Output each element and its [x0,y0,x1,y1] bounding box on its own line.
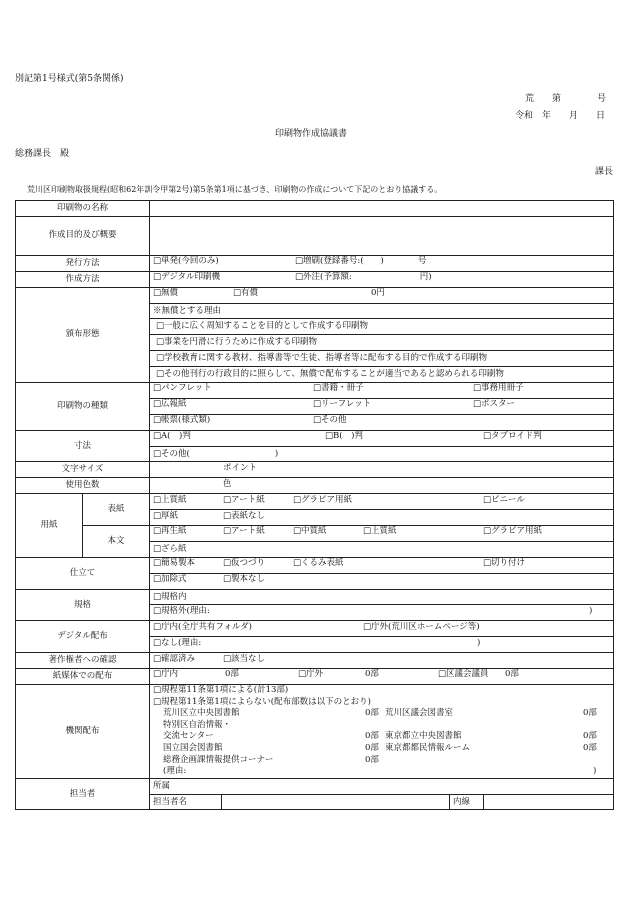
digital-label: デジタル配布 [16,621,150,653]
body-checkbox[interactable]: □ざら紙 [150,541,614,557]
sender: 課長 [595,167,614,177]
copyright-label: 著作権者への確認 [16,653,150,669]
digital-external-checkbox[interactable]: □庁外(荒川区ホームページ等) [363,621,480,632]
org-item-count[interactable]: 0部 [365,708,379,719]
issue-label: 発行方法 [16,255,150,271]
staff-label: 担当者 [16,778,150,810]
row-staff-dept [16,778,614,794]
purpose-label: 作成目的及び概要 [16,216,150,255]
dist-reason-checkbox[interactable]: □一般に広く周知することを目的として作成する印刷物 [150,319,614,335]
body-label: 本文 [83,526,150,558]
paper-dist-council-checkbox[interactable]: □区議会議員 [438,669,489,680]
issue-reprint-checkbox[interactable]: □増刷(登録番号:( ) 号 [295,256,427,267]
org-item-label: 国立国会図書館 [163,742,223,753]
row-paper-cover [16,494,614,510]
cover-checkbox[interactable]: □アート紙 [223,494,265,505]
dist-paid-checkbox[interactable]: □有償 [233,288,259,299]
type-checkbox[interactable]: □書籍・冊子 [313,383,364,394]
dist-price: 0円 [371,288,385,299]
purpose-input[interactable] [150,216,614,255]
row-spec [16,589,614,605]
org-item-count[interactable]: 0部 [365,731,379,742]
org-item-count[interactable]: 0部 [365,742,379,753]
digital-close: ) [477,637,481,648]
size-b-checkbox[interactable]: □B( )判 [325,431,363,442]
org-reason[interactable]: (理由: [163,766,187,777]
intro-text: 荒川区印刷物取扱規程(昭和62年訓令甲第2号)第5条第1項に基づき、印刷物の作成について下記のとおり協議する。 [27,185,443,194]
type-checkbox[interactable]: □その他 [313,415,347,426]
size-other-checkbox[interactable]: □その他( ) [150,446,614,462]
binding-checkbox[interactable]: □加除式 [153,574,187,585]
binding-checkbox[interactable]: □切り付け [483,558,526,569]
body-checkbox[interactable]: □中質紙 [293,526,327,537]
document-title: 印刷物作成協議書 [275,129,348,139]
body-checkbox[interactable]: □アート紙 [223,526,265,537]
dist-reason-checkbox[interactable]: □事業を円滑に行うために作成する印刷物 [150,335,614,351]
cover-checkbox[interactable]: □ビニール [483,494,525,505]
staff-dept-label[interactable]: 所属 [150,778,614,794]
colors-unit: 色 [223,478,232,489]
row-copyright [16,653,614,669]
size-a-checkbox[interactable]: □A( )判 [153,431,191,442]
row-digital [16,621,614,637]
org-rule-checkbox[interactable]: □規程第11条第1項による(計13部) [153,684,289,695]
paper-dist-external-count: 0部 [365,669,379,680]
org-dist-label: 機関配布 [16,684,150,778]
org-item-label: 東京都立中央図書館 [385,731,462,742]
row-colors [16,478,614,494]
row-paper-dist [16,669,614,685]
staff-name-input[interactable] [222,794,450,810]
font-size-label: 文字サイズ [16,462,150,478]
org-item-label: 荒川区議会図書室 [385,708,454,719]
row-dist [16,287,614,303]
cover-label: 表紙 [83,494,150,526]
cover-checkbox[interactable]: □グラビア用紙 [293,494,353,505]
row-name [16,201,614,217]
body-checkbox[interactable]: □再生紙 [153,526,187,537]
form-number: 別記第1号様式(第5条関係) [15,74,124,84]
size-tabloid-checkbox[interactable]: □タブロイド判 [483,431,542,442]
binding-checkbox[interactable]: □製本なし [223,574,266,585]
copyright-checkbox[interactable]: □確認済み [153,653,196,664]
type-checkbox[interactable]: □帳票(様式類) [153,415,211,426]
agreement-form [15,200,614,810]
type-checkbox[interactable]: □パンフレット [153,383,212,394]
staff-name-label: 担当者名 [150,794,222,810]
org-item-label: 特別区自治情報・ [163,719,232,730]
binding-checkbox[interactable]: □くるみ表紙 [293,558,344,569]
reference-number: 荒 第 号 [525,94,607,104]
colors-label: 使用色数 [16,478,150,494]
org-item-label: 総務企画課情報提供コーナー [163,754,274,765]
digital-internal-checkbox[interactable]: □庁内(全庁共有フォルダ) [153,621,252,632]
size-label: 寸法 [16,430,150,462]
spec-out-checkbox[interactable]: □規格外(理由: [153,605,210,616]
cover-checkbox[interactable]: □厚紙 [153,510,179,521]
spec-in-checkbox[interactable]: □規格内 [150,589,614,605]
org-item-count[interactable]: 0部 [365,754,379,765]
issue-single-checkbox[interactable]: □単発(今回のみ) [153,256,219,267]
paper-label: 用紙 [16,494,83,558]
row-binding [16,557,614,573]
spec-close: ) [589,605,593,616]
staff-ext-input[interactable] [484,794,614,810]
org-item-count[interactable]: 0部 [583,731,597,742]
row-type [16,383,614,399]
addressee: 総務課長 殿 [15,149,70,159]
date-line: 令和 年 月 日 [515,111,606,121]
row-paper-body [16,526,614,542]
type-label: 印刷物の種類 [16,383,150,431]
paper-dist-council-count: 0部 [505,669,519,680]
create-label: 作成方法 [16,271,150,287]
row-size [16,430,614,446]
dist-reason-checkbox[interactable]: □その他刊行の行政目的に照らして、無償で配布することが適当であると認められる印刷物 [150,367,614,383]
org-item-label: 東京都都民情報ルーム [385,742,471,753]
spec-label: 規格 [16,589,150,621]
cover-checkbox[interactable]: □表紙なし [223,510,266,521]
digital-none-checkbox[interactable]: □なし(理由: [153,637,202,648]
type-checkbox[interactable]: □事務用冊子 [473,383,524,394]
cover-checkbox[interactable]: □上質紙 [153,494,187,505]
type-checkbox[interactable]: □広報紙 [153,399,187,410]
paper-dist-internal-checkbox[interactable]: □庁内 [153,669,179,680]
org-item-label: 交流センター [163,731,214,742]
body-checkbox[interactable]: □上質紙 [363,526,397,537]
row-org-dist [16,684,614,778]
dist-label: 頒布形態 [16,287,150,382]
org-item-count[interactable]: 0部 [583,742,597,753]
row-purpose [16,216,614,255]
font-size-unit: ポイント [223,462,258,473]
org-reason-close: ) [593,766,597,777]
org-not-rule-checkbox[interactable]: □規程第11条第1項によらない(配布部数は以下のとおり) [153,696,371,707]
copyright-checkbox[interactable]: □該当なし [223,653,266,664]
binding-label: 仕立て [16,557,150,589]
name-label: 印刷物の名称 [16,201,150,217]
type-checkbox[interactable]: □ポスター [473,399,516,410]
binding-checkbox[interactable]: □仮つづり [223,558,266,569]
type-checkbox[interactable]: □リーフレット [313,399,372,410]
staff-ext-label: 内線 [450,794,484,810]
create-digital-checkbox[interactable]: □デジタル印刷機 [153,272,221,283]
org-item-count[interactable]: 0部 [583,708,597,719]
dist-free-checkbox[interactable]: □無償 [153,288,179,299]
body-checkbox[interactable]: □グラビア用紙 [483,526,543,537]
paper-dist-label: 紙媒体での配布 [16,669,150,685]
create-outsource-checkbox[interactable]: □外注(予算額: 円) [295,272,432,283]
dist-reason-checkbox[interactable]: □学校教育に関する教材、指導書等で生徒、指導者等に配布する目的で作成する印刷物 [150,351,614,367]
row-issue [16,255,614,271]
dist-reason-heading: ※無償とする理由 [150,303,614,319]
org-item-label: 荒川区立中央図書館 [163,708,240,719]
binding-checkbox[interactable]: □簡易製本 [153,558,196,569]
name-input[interactable] [150,201,614,217]
paper-dist-internal-count: 0部 [225,669,239,680]
paper-dist-external-checkbox[interactable]: □庁外 [298,669,324,680]
row-font-size [16,462,614,478]
row-create [16,271,614,287]
